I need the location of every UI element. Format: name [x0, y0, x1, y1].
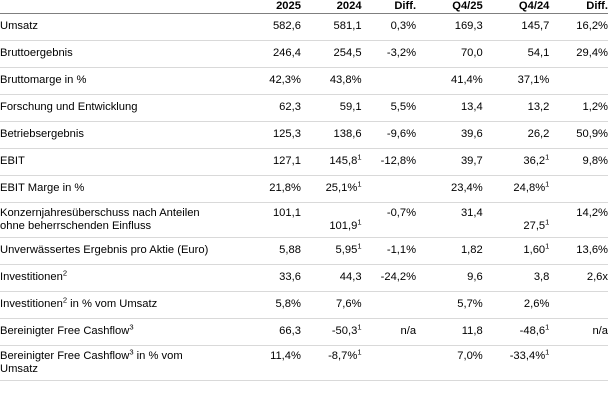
cell-q425: 5,7% — [416, 291, 483, 318]
table-row — [0, 121, 608, 148]
cell-q424: 36,2$^1$ — [483, 148, 550, 175]
cell-diff: n/a — [362, 318, 417, 345]
cell-diff — [362, 67, 417, 94]
cell-qdiff: 14,2% — [549, 202, 608, 237]
column-header-qdiff: Diff. — [549, 0, 608, 13]
cell-2024: 581,1 — [301, 13, 362, 40]
table-body — [0, 13, 608, 380]
cell-q424: 54,1 — [483, 40, 550, 67]
row-label: Investitionen$^2$ — [0, 264, 240, 291]
table-row — [0, 237, 608, 264]
table-row — [0, 175, 608, 202]
cell-2025: 33,6 — [240, 264, 301, 291]
cell-2025: 21,8% — [240, 175, 301, 202]
cell-qdiff — [549, 175, 608, 202]
cell-2025: 5,88 — [240, 237, 301, 264]
cell-2024: 44,3 — [301, 264, 362, 291]
cell-qdiff: 1,2% — [549, 94, 608, 121]
cell-qdiff: 29,4% — [549, 40, 608, 67]
cell-diff: -0,7% — [362, 202, 417, 237]
cell-qdiff: n/a — [549, 318, 608, 345]
cell-2024: 25,1%$^1$ — [301, 175, 362, 202]
cell-q424: 24,8%$^1$ — [483, 175, 550, 202]
table-row — [0, 202, 608, 237]
table-row — [0, 291, 608, 318]
column-header-2025: 2025 — [240, 0, 301, 13]
cell-q425: 39,7 — [416, 148, 483, 175]
row-label: Bruttomarge in % — [0, 67, 240, 94]
cell-2025: 5,8% — [240, 291, 301, 318]
row-label: Investitionen$^2$ in % vom Umsatz — [0, 291, 240, 318]
table-row — [0, 67, 608, 94]
cell-2024: 59,1 — [301, 94, 362, 121]
cell-q424: -48,6$^1$ — [483, 318, 550, 345]
cell-diff: -12,8% — [362, 148, 417, 175]
cell-diff: 5,5% — [362, 94, 417, 121]
row-label: Konzernjahresüberschuss nach Anteilen ohne beherrschenden Einfluss — [0, 202, 240, 237]
cell-diff — [362, 291, 417, 318]
cell-2025: 582,6 — [240, 13, 301, 40]
cell-2025: 246,4 — [240, 40, 301, 67]
cell-2024: 254,5 — [301, 40, 362, 67]
table-row — [0, 148, 608, 175]
cell-q425: 11,8 — [416, 318, 483, 345]
cell-q424: 37,1% — [483, 67, 550, 94]
cell-q425: 9,6 — [416, 264, 483, 291]
cell-2025: 11,4% — [240, 345, 301, 380]
row-label: EBIT Marge in % — [0, 175, 240, 202]
cell-q424: 27,5$^1$ — [483, 202, 550, 237]
cell-qdiff — [549, 291, 608, 318]
column-header-q425: Q4/25 — [416, 0, 483, 13]
cell-q424: -33,4%$^1$ — [483, 345, 550, 380]
cell-qdiff: 50,9% — [549, 121, 608, 148]
header-row — [0, 0, 608, 13]
cell-diff — [362, 345, 417, 380]
cell-diff: -3,2% — [362, 40, 417, 67]
table-row — [0, 40, 608, 67]
cell-q424: 3,8 — [483, 264, 550, 291]
cell-2024: -50,3$^1$ — [301, 318, 362, 345]
cell-q424: 26,2 — [483, 121, 550, 148]
cell-2025: 66,3 — [240, 318, 301, 345]
cell-q425: 41,4% — [416, 67, 483, 94]
cell-q425: 169,3 — [416, 13, 483, 40]
column-header-label — [0, 0, 240, 13]
row-label: Umsatz — [0, 13, 240, 40]
cell-q425: 31,4 — [416, 202, 483, 237]
cell-q425: 70,0 — [416, 40, 483, 67]
row-label: Bereinigter Free Cashflow$^3$ in % vom Umsatz — [0, 345, 240, 380]
cell-diff: -1,1% — [362, 237, 417, 264]
cell-2024: 7,6% — [301, 291, 362, 318]
cell-diff: -9,6% — [362, 121, 417, 148]
table-row — [0, 264, 608, 291]
column-header-2024: 2024 — [301, 0, 362, 13]
cell-diff — [362, 175, 417, 202]
table-row — [0, 94, 608, 121]
column-header-q424: Q4/24 — [483, 0, 550, 13]
cell-2024: 5,95$^1$ — [301, 237, 362, 264]
column-header-diff: Diff. — [362, 0, 417, 13]
cell-2024: 101,9$^1$ — [301, 202, 362, 237]
cell-qdiff — [549, 345, 608, 380]
cell-q425: 39,6 — [416, 121, 483, 148]
cell-q424: 13,2 — [483, 94, 550, 121]
cell-2025: 101,1 — [240, 202, 301, 237]
cell-2024: 43,8% — [301, 67, 362, 94]
cell-diff: 0,3% — [362, 13, 417, 40]
row-label: Betriebsergebnis — [0, 121, 240, 148]
cell-2025: 62,3 — [240, 94, 301, 121]
row-label: EBIT — [0, 148, 240, 175]
cell-q425: 13,4 — [416, 94, 483, 121]
cell-q424: 145,7 — [483, 13, 550, 40]
cell-qdiff — [549, 67, 608, 94]
cell-diff: -24,2% — [362, 264, 417, 291]
cell-2025: 127,1 — [240, 148, 301, 175]
table-row — [0, 318, 608, 345]
cell-qdiff: 2,6x — [549, 264, 608, 291]
cell-2024: 138,6 — [301, 121, 362, 148]
cell-2025: 125,3 — [240, 121, 301, 148]
cell-qdiff: 16,2% — [549, 13, 608, 40]
row-label: Bereinigter Free Cashflow$^3$ — [0, 318, 240, 345]
cell-q425: 7,0% — [416, 345, 483, 380]
cell-q424: 2,6% — [483, 291, 550, 318]
cell-q425: 23,4% — [416, 175, 483, 202]
cell-q424: 1,60$^1$ — [483, 237, 550, 264]
table-row — [0, 13, 608, 40]
table-header — [0, 0, 608, 13]
row-label: Bruttoergebnis — [0, 40, 240, 67]
table-row — [0, 345, 608, 380]
row-label: Forschung und Entwicklung — [0, 94, 240, 121]
cell-qdiff: 9,8% — [549, 148, 608, 175]
cell-q425: 1,82 — [416, 237, 483, 264]
cell-qdiff: 13,6% — [549, 237, 608, 264]
row-label: Unverwässertes Ergebnis pro Aktie (Euro) — [0, 237, 240, 264]
cell-2024: -8,7%$^1$ — [301, 345, 362, 380]
cell-2024: 145,8$^1$ — [301, 148, 362, 175]
cell-2025: 42,3% — [240, 67, 301, 94]
